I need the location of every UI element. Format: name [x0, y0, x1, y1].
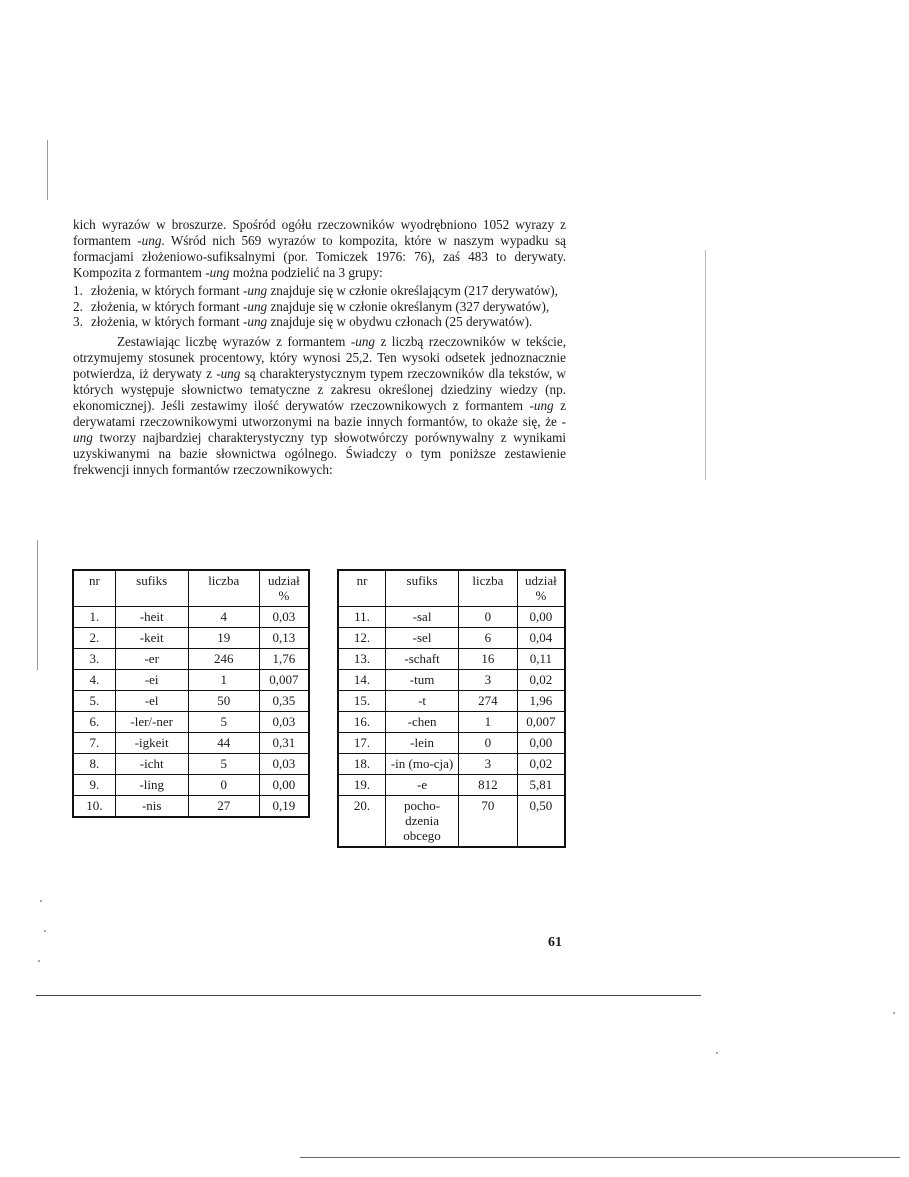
italic-suffix: -ung	[529, 397, 554, 413]
table-row	[338, 607, 565, 628]
cell-udzial: 0,50	[517, 796, 565, 848]
cell-liczba: 0	[459, 733, 518, 754]
list-item	[73, 299, 566, 315]
cell-liczba: 0	[459, 607, 518, 628]
cell-udzial: 0,13	[259, 628, 309, 649]
list-item	[73, 283, 566, 299]
table-row	[338, 628, 565, 649]
scan-margin-mark	[705, 250, 706, 480]
scan-speck	[893, 1012, 895, 1014]
cell-udzial: 0,03	[259, 607, 309, 628]
cell-sufiks: -el	[115, 691, 188, 712]
cell-liczba: 1	[188, 670, 259, 691]
cell-liczba: 44	[188, 733, 259, 754]
table-row	[73, 607, 309, 628]
italic-suffix: -ung	[216, 366, 241, 382]
text-run: znajduje się w członie określającym (217 derywatów),	[267, 282, 558, 298]
cell-udzial: 1,76	[259, 649, 309, 670]
cell-nr: 6.	[73, 712, 115, 733]
cell-sufiks: pocho-dzenia obcego	[386, 796, 459, 848]
text-run: z liczbą rzeczowników w tekście, otrzymujemy stosunek procentowy, który wynosi 25,2. Ten wysoki odsetek jednoznacznie potwierdza, iż derywaty z	[73, 334, 566, 382]
cell-liczba: 274	[459, 691, 518, 712]
cell-udzial: 0,007	[259, 670, 309, 691]
cell-liczba: 5	[188, 712, 259, 733]
cell-udzial: 0,02	[517, 754, 565, 775]
text-run: Zestawiając liczbę wyrazów z formantem	[117, 334, 351, 350]
list-number: 3.	[73, 314, 83, 330]
text-run: tworzy najbardziej charakterystyczny typ słowotwórczy porównywalny z wynikami uzyskiwanymi na bazie słownictwa ogólnego. Świadczy o tym poniższe zestawienie frekwencji innych formantów rzeczownikowych:	[73, 429, 566, 477]
header-liczba: liczba	[459, 570, 518, 607]
suffix-table-left	[72, 569, 310, 818]
table-row	[73, 754, 309, 775]
table-row	[338, 670, 565, 691]
cell-udzial: 0,03	[259, 754, 309, 775]
text-run: z derywatami rzeczownikowymi utworzonymi na bazie innych formantów, to okaże się, że	[73, 397, 566, 429]
cell-nr: 19.	[338, 775, 386, 796]
table-body-left	[73, 607, 309, 818]
table-row	[73, 712, 309, 733]
italic-suffix: -ung	[350, 334, 376, 350]
cell-udzial: 5,81	[517, 775, 565, 796]
table-row	[338, 775, 565, 796]
cell-sufiks: -chen	[386, 712, 459, 733]
cell-liczba: 4	[188, 607, 259, 628]
cell-nr: 2.	[73, 628, 115, 649]
table-row	[73, 796, 309, 818]
text-run: można podzielić na 3 grupy:	[229, 264, 383, 280]
cell-udzial: 0,02	[517, 670, 565, 691]
table-row	[73, 628, 309, 649]
cell-sufiks: -heit	[115, 607, 188, 628]
scan-edge-line	[36, 995, 701, 996]
header-udzial: udział %	[259, 570, 309, 607]
header-sufiks: sufiks	[115, 570, 188, 607]
cell-sufiks: -keit	[115, 628, 188, 649]
cell-liczba: 5	[188, 754, 259, 775]
header-nr: nr	[338, 570, 386, 607]
cell-liczba: 246	[188, 649, 259, 670]
table-body-right	[338, 607, 565, 848]
cell-liczba: 6	[459, 628, 518, 649]
cell-udzial: 0,03	[259, 712, 309, 733]
cell-liczba: 27	[188, 796, 259, 818]
table-row	[338, 733, 565, 754]
cell-liczba: 19	[188, 628, 259, 649]
paragraph-2	[73, 334, 566, 477]
table-row	[73, 733, 309, 754]
cell-udzial: 0,19	[259, 796, 309, 818]
cell-udzial: 0,00	[517, 607, 565, 628]
cell-udzial: 0,00	[259, 775, 309, 796]
cell-sufiks: -ei	[115, 670, 188, 691]
cell-liczba: 812	[459, 775, 518, 796]
italic-suffix: -ung	[242, 298, 268, 314]
cell-nr: 20.	[338, 796, 386, 848]
italic-suffix: -ung	[73, 413, 566, 445]
cell-nr: 9.	[73, 775, 115, 796]
cell-liczba: 0	[188, 775, 259, 796]
scan-speck	[716, 1052, 718, 1054]
cell-liczba: 16	[459, 649, 518, 670]
cell-liczba: 3	[459, 670, 518, 691]
cell-sufiks: -icht	[115, 754, 188, 775]
text-run: złożenia, w których formant	[91, 282, 243, 298]
cell-sufiks: -er	[115, 649, 188, 670]
page-number: 61	[548, 935, 562, 950]
cell-nr: 14.	[338, 670, 386, 691]
scan-margin-mark	[37, 540, 38, 670]
table-header-row	[338, 570, 565, 607]
text-run: . Wśród nich 569 wyrazów to kompozita, które w naszym wypadku są formacjami złożeniowo-sufiksalnymi (por. Tomiczek 1976: 76), zaś 483 to derywaty. Kompozita z formantem	[73, 232, 566, 280]
cell-sufiks: -lein	[386, 733, 459, 754]
cell-nr: 3.	[73, 649, 115, 670]
italic-suffix: -ung	[205, 264, 230, 280]
cell-sufiks: -in (mo-cja)	[386, 754, 459, 775]
header-liczba: liczba	[188, 570, 259, 607]
table-row	[338, 649, 565, 670]
cell-liczba: 1	[459, 712, 518, 733]
scan-speck	[40, 900, 42, 902]
scan-edge-line-bottom	[300, 1157, 900, 1158]
cell-nr: 16.	[338, 712, 386, 733]
cell-liczba: 70	[459, 796, 518, 848]
table-row	[73, 775, 309, 796]
cell-nr: 12.	[338, 628, 386, 649]
cell-nr: 8.	[73, 754, 115, 775]
text-run: znajduje się w obydwu członach (25 derywatów).	[267, 314, 533, 330]
group-list	[73, 283, 566, 331]
cell-udzial: 0,31	[259, 733, 309, 754]
cell-sufiks: -schaft	[386, 649, 459, 670]
paragraph-1	[73, 217, 566, 281]
cell-liczba: 50	[188, 691, 259, 712]
cell-nr: 18.	[338, 754, 386, 775]
table-header-row	[73, 570, 309, 607]
cell-sufiks: -ling	[115, 775, 188, 796]
text-run: są charakterystycznym typem rzeczowników dla tekstów, w których występuje słownictwo tematyczne z zakresu określonej dziedziny wiedzy (np. ekonomicznej). Jeśli zestawimy ilość derywatów rzeczownikowych z formantem	[73, 366, 566, 413]
text-run: złożenia, w których formant	[91, 314, 243, 330]
italic-suffix: -ung	[242, 282, 268, 298]
cell-nr: 5.	[73, 691, 115, 712]
header-udzial: udział %	[517, 570, 565, 607]
cell-sufiks: -t	[386, 691, 459, 712]
cell-sufiks: -ler/-ner	[115, 712, 188, 733]
cell-nr: 15.	[338, 691, 386, 712]
cell-nr: 11.	[338, 607, 386, 628]
cell-sufiks: -e	[386, 775, 459, 796]
scan-speck	[44, 930, 46, 932]
cell-udzial: 0,007	[517, 712, 565, 733]
cell-sufiks: -nis	[115, 796, 188, 818]
table-row	[73, 649, 309, 670]
table-row	[73, 691, 309, 712]
cell-sufiks: -tum	[386, 670, 459, 691]
table-row	[338, 796, 565, 848]
table-row	[73, 670, 309, 691]
table-row	[338, 691, 565, 712]
cell-nr: 17.	[338, 733, 386, 754]
cell-sufiks: -igkeit	[115, 733, 188, 754]
cell-udzial: 0,11	[517, 649, 565, 670]
cell-udzial: 0,35	[259, 691, 309, 712]
body-text	[73, 217, 566, 478]
text-run: znajduje się w członie określanym (327 derywatów),	[267, 298, 550, 314]
list-number: 2.	[73, 298, 83, 314]
cell-udzial: 0,04	[517, 628, 565, 649]
italic-suffix: -ung	[137, 232, 162, 248]
cell-udzial: 0,00	[517, 733, 565, 754]
suffix-table-right	[337, 569, 566, 848]
text-run: złożenia, w których formant	[91, 298, 243, 314]
cell-nr: 7.	[73, 733, 115, 754]
text-run: kich wyrazów w broszurze. Spośród ogółu rzeczowników wyodrębniono 1052 wyrazy z formantem	[73, 217, 566, 248]
cell-nr: 10.	[73, 796, 115, 818]
cell-liczba: 3	[459, 754, 518, 775]
list-item	[73, 314, 566, 330]
cell-nr: 1.	[73, 607, 115, 628]
list-number: 1.	[73, 282, 83, 298]
cell-sufiks: -sel	[386, 628, 459, 649]
table-row	[338, 754, 565, 775]
table-row	[338, 712, 565, 733]
header-sufiks: sufiks	[386, 570, 459, 607]
header-nr: nr	[73, 570, 115, 607]
italic-suffix: -ung	[242, 314, 268, 330]
scan-margin-mark	[47, 140, 48, 200]
cell-nr: 13.	[338, 649, 386, 670]
cell-udzial: 1,96	[517, 691, 565, 712]
scan-speck	[38, 960, 40, 962]
cell-nr: 4.	[73, 670, 115, 691]
cell-sufiks: -sal	[386, 607, 459, 628]
